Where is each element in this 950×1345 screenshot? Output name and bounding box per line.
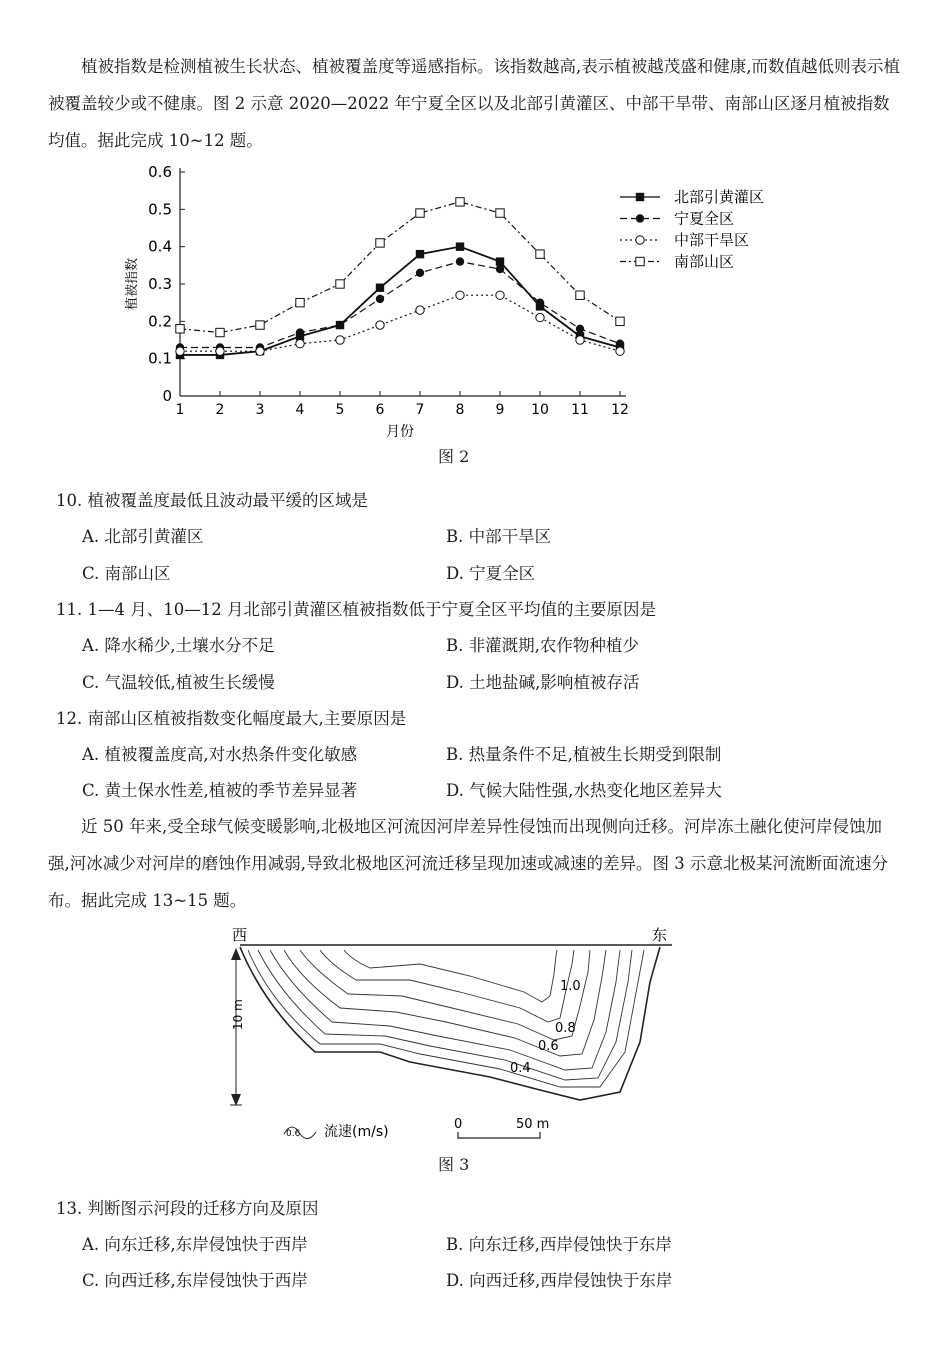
data-point-s4-m11 (576, 291, 584, 299)
question-13-option-b[interactable]: B. 向东迁移,西岸侵蚀快于东岸 (446, 1235, 672, 1254)
y-tick-label: 0.3 (148, 275, 172, 293)
x-tick-label: 2 (215, 402, 225, 418)
isoline-label-1-0: 1.0 (560, 979, 581, 994)
data-point-s4-m3 (256, 321, 264, 329)
data-point-s4-m12 (616, 317, 624, 325)
data-point-s3-m10 (536, 313, 544, 321)
isoline-label-0-8: 0.8 (555, 1021, 576, 1036)
intro-paragraph-2: 近 50 年来,受全球气候变暖影响,北极地区河流因河岸差异性侵蚀而出现侧向迁移。河岸冻土融化使河岸侵蚀加强,河冰减少对河岸的磨蚀作用减弱,导致北极地区河流迁移呈现加速或减速的差异。图 3 示意北极某河流断面流速分布。据此完成 13~15 题。 (48, 817, 888, 910)
data-point-s1-m9 (496, 257, 504, 265)
legend-label-1: 北部引黄灌区 (674, 188, 765, 206)
legend-label-4: 南部山区 (674, 252, 735, 271)
y-tick-label: 0.5 (148, 200, 172, 219)
legend-marker-4 (636, 257, 644, 265)
vegetation-index-chart (100, 160, 800, 445)
intro-paragraph-1: 植被指数是检测植被生长状态、植被覆盖度等遥感指标。该指数越高,表示植被越茂盛和健康,而数值越低则表示植被覆盖较少或不健康。图 2 示意 2020—2022 年宁夏全区以及北部引黄灌区、中部干旱带、南部山区逐月植被指数均值。据此完成 10~12 题。 (48, 57, 900, 150)
data-point-s1-m7 (416, 250, 424, 258)
y-tick-label: 0.2 (148, 312, 172, 331)
y-tick-label: 0.6 (148, 163, 172, 181)
data-point-s3-m12 (616, 347, 624, 355)
west-label: 西 (232, 926, 248, 944)
data-point-s3-m9 (496, 291, 504, 299)
data-point-s4-m7 (416, 209, 424, 217)
y-tick-label: 0.4 (148, 237, 172, 256)
question-10-option-a[interactable]: A. 北部引黄灌区 (82, 527, 204, 546)
question-12-option-c[interactable]: C. 黄土保水性差,植被的季节差异显著 (82, 781, 358, 800)
legend-marker-2 (636, 214, 644, 222)
series-line-1 (180, 247, 620, 355)
x-tick-label: 10 (531, 402, 549, 418)
question-12-option-a[interactable]: A. 植被覆盖度高,对水热条件变化敏感 (82, 745, 358, 764)
question-11-option-b[interactable]: B. 非灌溉期,农作物种植少 (446, 636, 639, 655)
x-tick-label: 9 (495, 402, 505, 418)
channel-bed (240, 947, 660, 1100)
data-point-s2-m6 (376, 295, 384, 303)
y-tick-label: 0 (162, 387, 172, 405)
x-tick-label: 5 (335, 402, 345, 418)
east-label: 东 (652, 926, 668, 944)
data-point-s3-m6 (376, 321, 384, 329)
figure-2-caption: 图 2 (438, 447, 470, 466)
isoline-legend-sample: 0.6 (286, 1129, 301, 1139)
depth-label: 10 m (231, 999, 245, 1030)
series-line-4 (180, 202, 620, 333)
x-tick-label: 3 (255, 402, 265, 418)
question-10-option-b[interactable]: B. 中部干旱区 (446, 527, 552, 546)
scale-bar (458, 1132, 540, 1138)
question-11-option-c[interactable]: C. 气温较低,植被生长缓慢 (82, 673, 275, 692)
legend-marker-3 (636, 236, 644, 244)
x-tick-label: 4 (295, 402, 305, 418)
question-10-option-c[interactable]: C. 南部山区 (82, 564, 171, 583)
x-tick-label: 6 (375, 402, 385, 418)
question-10: 10. 植被覆盖度最低且波动最平缓的区域是 (56, 491, 368, 510)
isoline-label-0-4: 0.4 (510, 1061, 531, 1076)
data-point-s4-m5 (336, 280, 344, 288)
data-point-s4-m10 (536, 250, 544, 258)
river-cross-section-diagram (220, 922, 690, 1147)
data-point-s2-m9 (496, 265, 504, 273)
data-point-s2-m11 (576, 325, 584, 333)
legend-label-3: 中部干旱区 (674, 231, 750, 249)
depth-arrow-head-top (231, 948, 241, 960)
series-line-2 (180, 262, 620, 348)
data-point-s3-m3 (256, 347, 264, 355)
data-point-s2-m8 (456, 257, 464, 265)
question-13-option-a[interactable]: A. 向东迁移,东岸侵蚀快于西岸 (82, 1235, 308, 1254)
question-11: 11. 1—4 月、10—12 月北部引黄灌区植被指数低于宁夏全区平均值的主要原因是 (56, 600, 656, 619)
legend-marker-1 (636, 193, 644, 201)
isoline-label-0-6: 0.6 (538, 1039, 559, 1054)
scale-zero: 0 (454, 1117, 463, 1132)
question-13: 13. 判断图示河段的迁移方向及原因 (56, 1199, 319, 1218)
depth-arrow-head-bottom (231, 1094, 241, 1106)
velocity-legend-text: 流速(m/s) (324, 1124, 389, 1140)
legend-label-2: 宁夏全区 (674, 209, 735, 228)
data-point-s4-m6 (376, 239, 384, 247)
data-point-s4-m2 (216, 328, 224, 336)
data-point-s1-m8 (456, 242, 464, 250)
data-point-s3-m2 (216, 347, 224, 355)
figure-3-caption: 图 3 (438, 1155, 470, 1174)
data-point-s3-m11 (576, 336, 584, 344)
x-tick-label: 7 (415, 402, 425, 418)
question-10-option-d[interactable]: D. 宁夏全区 (446, 564, 536, 583)
series-line-3 (180, 295, 620, 351)
data-point-s4-m4 (296, 298, 304, 306)
data-point-s4-m9 (496, 209, 504, 217)
question-12-option-b[interactable]: B. 热量条件不足,植被生长期受到限制 (446, 745, 722, 764)
question-13-option-c[interactable]: C. 向西迁移,东岸侵蚀快于西岸 (82, 1271, 308, 1290)
question-11-option-d[interactable]: D. 土地盐碱,影响植被存活 (446, 673, 640, 692)
data-point-s1-m6 (376, 284, 384, 292)
question-11-option-a[interactable]: A. 降水稀少,土壤水分不足 (82, 636, 275, 655)
data-point-s4-m1 (176, 325, 184, 333)
question-13-option-d[interactable]: D. 向西迁移,西岸侵蚀快于东岸 (446, 1271, 673, 1290)
x-axis-label: 月份 (386, 424, 414, 440)
x-tick-label: 11 (571, 402, 589, 418)
data-point-s3-m5 (336, 336, 344, 344)
data-point-s2-m10 (536, 298, 544, 306)
data-point-s3-m4 (296, 340, 304, 348)
data-point-s2-m5 (336, 321, 344, 329)
data-point-s4-m8 (456, 198, 464, 206)
scale-max: 50 m (516, 1117, 550, 1132)
x-tick-label: 12 (611, 402, 629, 418)
y-tick-label: 0.1 (148, 349, 172, 368)
question-12: 12. 南部山区植被指数变化幅度最大,主要原因是 (56, 709, 407, 728)
question-12-option-d[interactable]: D. 气候大陆性强,水热变化地区差异大 (446, 781, 722, 800)
data-point-s2-m7 (416, 269, 424, 277)
velocity-isolines (248, 950, 644, 1087)
y-axis-label: 植被指数 (125, 257, 140, 311)
data-point-s3-m8 (456, 291, 464, 299)
data-point-s3-m1 (176, 347, 184, 355)
data-point-s3-m7 (416, 306, 424, 314)
data-point-s2-m4 (296, 328, 304, 336)
x-tick-label: 8 (455, 402, 465, 418)
x-tick-label: 1 (175, 402, 185, 418)
